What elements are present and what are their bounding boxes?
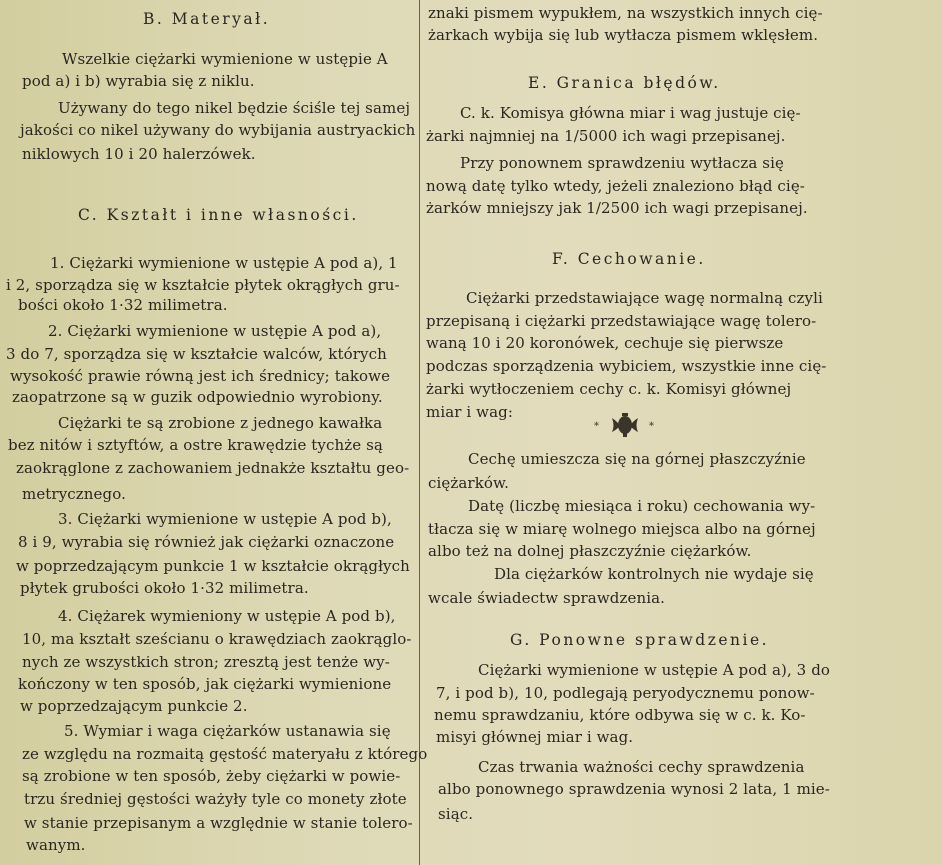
text-line: metrycznego.	[22, 485, 126, 503]
text-line: kończony w ten sposób, jak ciężarki wymienione	[18, 675, 392, 693]
text-line: siąc.	[438, 805, 474, 823]
text-line: Używany do tego nikel będzie ściśle tej samej	[58, 99, 411, 117]
text-line: 3 do 7, sporządza się w kształcie walców, których	[6, 345, 387, 363]
text-line: wcale świadectw sprawdzenia.	[428, 589, 666, 607]
text-line: Wszelkie ciężarki wymienione w ustępie A	[62, 50, 388, 68]
text-line: żarki wytłoczeniem cechy c. k. Komisyi głównej	[426, 380, 792, 398]
text-line: 7, i pod b), 10, podlegają peryodycznemu ponow-	[436, 684, 815, 702]
text-line: nemu sprawdzaniu, które odbywa się w c. k. Ko-	[434, 706, 806, 724]
imperial-eagle-stamp-icon	[590, 412, 660, 438]
text-line: znaki pismem wypukłem, na wszystkich innych cię-	[428, 4, 823, 22]
text-line: podczas sporządzenia wybiciem, wszystkie inne cię-	[426, 357, 827, 375]
heading-b-material: B. Materyał.	[143, 10, 271, 28]
text-line: Cechę umieszcza się na górnej płaszczyźnie	[468, 450, 806, 468]
text-line: nych ze wszystkich stron; zresztą jest tenże wy-	[22, 653, 390, 671]
column-divider	[419, 0, 420, 865]
text-line: przepisaną i ciężarki przedstawiające wagę tolero-	[426, 312, 817, 330]
right-column	[424, 0, 942, 865]
text-line: żarki najmniej na 1/5000 ich wagi przepisanej.	[426, 127, 786, 145]
text-line: 5. Wymiar i waga ciężarków ustanawia się	[64, 722, 391, 740]
text-line: 8 i 9, wyrabia się również jak ciężarki oznaczone	[18, 533, 395, 551]
text-line: Ciężarki przedstawiające wagę normalną czyli	[466, 289, 823, 307]
text-line: niklowych 10 i 20 halerzówek.	[22, 145, 256, 163]
text-line: zaopatrzone są w guzik odpowiednio wyrobiony.	[12, 388, 383, 406]
text-line: C. k. Komisya główna miar i wag justuje cię-	[460, 104, 801, 122]
heading-c-shape: C. Kształt i inne własności.	[78, 206, 359, 224]
text-line: ciężarków.	[428, 474, 510, 492]
text-line: Datę (liczbę miesiąca i roku) cechowania wy-	[468, 497, 816, 515]
text-line: misyi głównej miar i wag.	[436, 728, 634, 746]
text-line: nową datę tylko wtedy, jeżeli znaleziono błąd cię-	[426, 177, 805, 195]
text-line: w stanie przepisanym a względnie w stanie tolero-	[24, 814, 413, 832]
text-line: miar i wag:	[426, 403, 514, 421]
text-line: 4. Ciężarek wymieniony w ustępie A pod b),	[58, 607, 396, 625]
text-line: w poprzedzającym punkcie 2.	[20, 697, 248, 715]
heading-f-stamping: F. Cechowanie.	[552, 250, 706, 268]
text-line: są zrobione w ten sposób, żeby ciężarki w powie-	[22, 767, 401, 785]
text-line: żarków mniejszy jak 1/2500 ich wagi przepisanej.	[426, 199, 808, 217]
text-line: waną 10 i 20 koronówek, cechuje się pierwsze	[426, 334, 784, 352]
heading-g-reverification: G. Ponowne sprawdzenie.	[510, 631, 770, 649]
svg-text:*: *	[594, 421, 599, 432]
text-line: bez nitów i sztyftów, a ostre krawędzie tychże są	[8, 436, 383, 454]
text-line: tłacza się w miarę wolnego miejsca albo na górnej	[428, 520, 816, 538]
text-line: Czas trwania ważności cechy sprawdzenia	[478, 758, 805, 776]
text-line: wanym.	[26, 836, 86, 854]
text-line: 1. Ciężarki wymienione w ustępie A pod a), 1	[50, 254, 398, 272]
text-line: Ciężarki te są zrobione z jednego kawałka	[58, 414, 383, 432]
text-line: albo ponownego sprawdzenia wynosi 2 lata, 1 mie-	[438, 780, 830, 798]
text-line: Dla ciężarków kontrolnych nie wydaje się	[494, 565, 814, 583]
text-line: albo też na dolnej płaszczyźnie ciężarków.	[428, 542, 752, 560]
text-line: jakości co nikel używany do wybijania austryackich	[20, 121, 416, 139]
text-line: wysokość prawie równą jest ich średnicy; takowe	[10, 367, 391, 385]
text-line: żarkach wybija się lub wytłacza pismem wklęsłem.	[428, 26, 819, 44]
text-line: Przy ponownem sprawdzeniu wytłacza się	[460, 154, 784, 172]
text-line: 3. Ciężarki wymienione w ustępie A pod b),	[58, 510, 392, 528]
left-column	[0, 0, 428, 865]
text-line: zaokrąglone z zachowaniem jednakże kształtu geo-	[16, 459, 410, 477]
text-line: trzu średniej gęstości ważyły tyle co monety złote	[24, 790, 407, 808]
text-line: i 2, sporządza się w kształcie płytek okrągłych gru-	[6, 276, 400, 294]
text-line: płytek grubości około 1·32 milimetra.	[20, 579, 309, 597]
text-line: 10, ma kształt sześcianu o krawędziach zaokrąglo-	[22, 630, 412, 648]
svg-text:*: *	[649, 421, 654, 432]
text-line: bości około 1·32 milimetra.	[18, 296, 228, 314]
text-line: Ciężarki wymienione w ustępie A pod a), 3 do	[478, 661, 831, 679]
text-line: pod a) i b) wyrabia się z niklu.	[22, 72, 255, 90]
text-line: ze względu na rozmaitą gęstość materyału z którego	[22, 745, 428, 763]
text-line: w poprzedzającym punkcie 1 w kształcie okrągłych	[16, 557, 410, 575]
text-line: 2. Ciężarki wymienione w ustępie A pod a),	[48, 322, 382, 340]
heading-e-error-limit: E. Granica błędów.	[528, 74, 721, 92]
